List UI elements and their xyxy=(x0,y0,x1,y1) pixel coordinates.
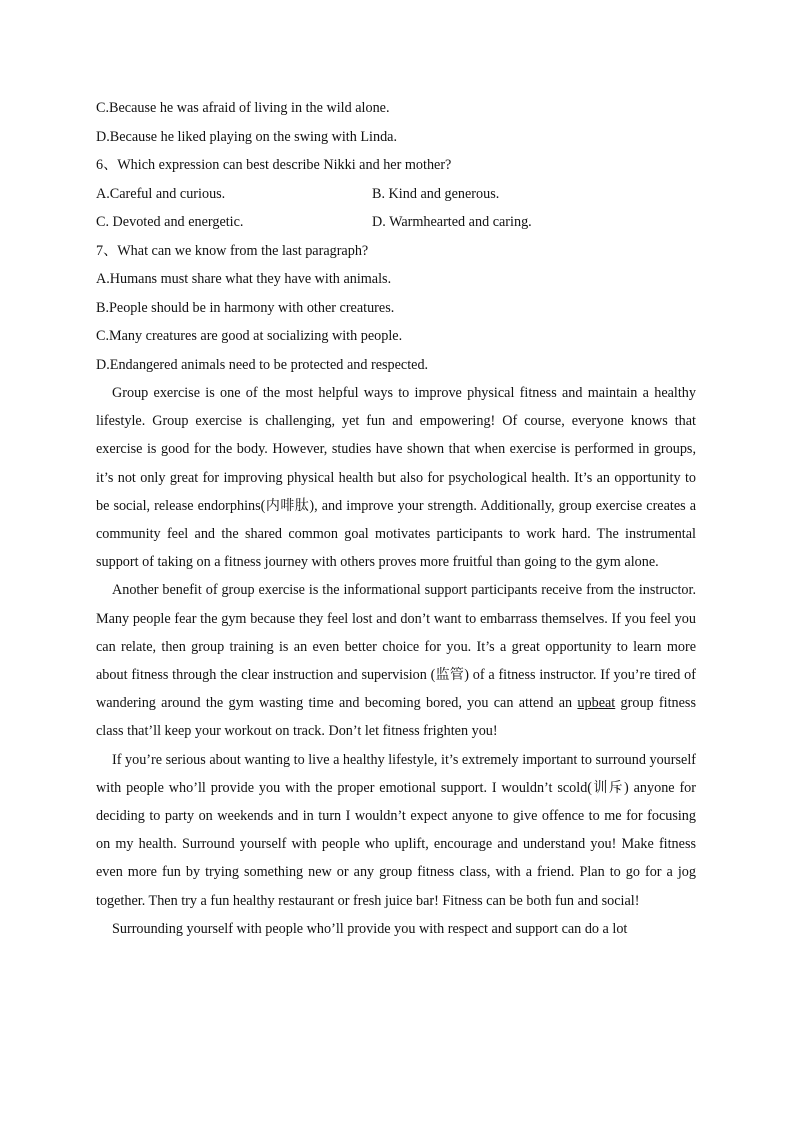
q6-option-a: A.Careful and curious. xyxy=(96,185,226,202)
q7-option-a: A.Humans must share what they have with animals. xyxy=(96,271,392,287)
passage-paragraph-1: Group exercise is one of the most helpful ways to improve physical fitness and maintain a healthy lifestyle. Group exercise is challenging, yet fun and empowering! Of course, everyone knows that exercise is good for the body. However, studies have shown that when exercise is performed in groups, it’s not only great for improving physical health but also for psychological health. It’s an opportunity to be social, release endorphins(内啡肽), and improve your strength. Additionally, group exercise creates a community feel and the shared common goal motivates participants to work hard. The instrumental support of taking on a fitness journey with others proves more fruitful than going to the gym alone. xyxy=(96,385,697,571)
gloss-scold: 训斥 xyxy=(592,779,625,796)
underlined-word-upbeat: upbeat xyxy=(577,695,616,712)
q6-options-row-2 xyxy=(96,208,696,237)
q7-stem: 7、What can we know from the last paragraph? xyxy=(96,242,369,259)
passage-paragraph-3: If you’re serious about wanting to live a healthy lifestyle, it’s extremely important to surround yourself with people who’ll provide you with the proper emotional support. I wouldn’t scold(训斥) anyone for deciding to party on weekends and in turn I wouldn’t expect anyone to give offence to me for focusing on my health. Surround yourself with people who uplift, encourage and understand you! Make fitness even more fun by trying something new or any group fitness class, with a friend. Plan to go for a jog together. Then try a fun healthy restaurant or fresh juice bar! Fitness can be both fun and social! xyxy=(96,751,697,909)
q7-option-c: C.Many creatures are good at socializing with people. xyxy=(96,328,403,344)
passage-paragraph-4: Surrounding yourself with people who’ll provide you with respect and support can do a lot xyxy=(112,920,628,937)
q7-option-d: D.Endangered animals need to be protected and respected. xyxy=(96,356,429,373)
document-page xyxy=(96,94,696,943)
q6-option-c: C. Devoted and energetic. xyxy=(96,214,244,230)
gloss-supervision: 监管 xyxy=(435,667,465,684)
q5-option-d: D.Because he liked playing on the swing with Linda. xyxy=(96,128,398,145)
q6-option-d: D. Warmhearted and caring. xyxy=(372,214,532,230)
q5-option-c: C.Because he was afraid of living in the wild alone. xyxy=(96,100,390,116)
q6-option-b: B. Kind and generous. xyxy=(372,185,500,202)
q7-option-b: B.People should be in harmony with other creatures. xyxy=(96,299,395,316)
gloss-endorphins: 内啡肽 xyxy=(265,497,310,514)
passage-paragraph-2: Another benefit of group exercise is the informational support participants receive from the instructor. Many people fear the gym because they feel lost and don’t want to embarrass themselves. If you feel you can relate, then group training is an even better choice for you. It’s a great opportunity to learn more about fitness through the clear instruction and supervision (监管) of a fitness instructor. If you’re tired of wandering around the gym wasting time and becoming bored, you can attend an upbeat group fitness class that’ll keep your workout on track. Don’t let fitness frighten you! xyxy=(96,582,696,740)
q6-stem: 6、Which expression can best describe Nikki and her mother? xyxy=(96,157,452,173)
q6-options-row-1 xyxy=(96,180,696,209)
